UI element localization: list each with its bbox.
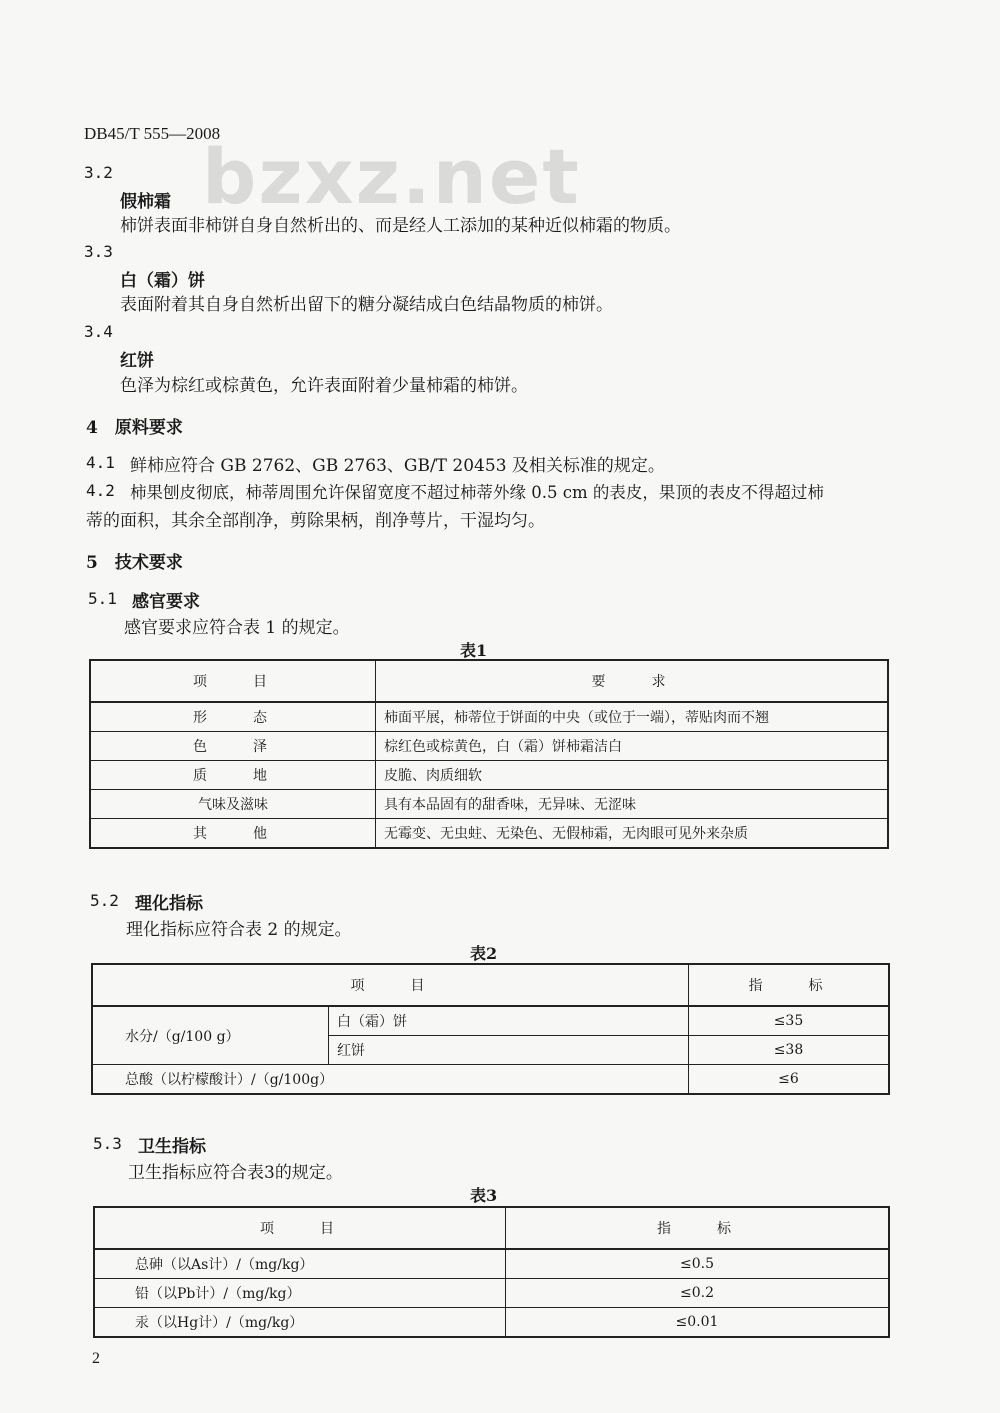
page-number: 2 [92,1350,100,1367]
table-1 [89,659,889,849]
table-row [90,702,888,732]
table-caption: 表2 [470,944,498,963]
table-row [90,761,888,790]
table-header: 项 目 [94,1207,506,1249]
table-cell: 色 泽 [90,732,376,761]
clause-text: 理化指标应符合表 2 的规定。 [126,920,352,940]
moisture-label: 水分/（g/100 g） [92,1006,329,1065]
table-cell: ≤38 [688,1036,889,1065]
clause-title: 卫生指标 [138,1137,206,1157]
clause-number: 4.2 [86,481,115,500]
table-row [90,819,888,849]
table-header: 指 标 [506,1207,890,1249]
table-caption: 表1 [460,641,488,660]
term-title: 红饼 [120,351,154,371]
clause-number: 5.1 [88,589,117,608]
table-row [90,790,888,819]
clause-number: 5.3 [93,1134,122,1153]
term-number: 3.2 [84,163,113,182]
table-3 [93,1206,890,1338]
table-row [94,1279,889,1308]
section-heading: 5 技术要求 [86,553,183,573]
clause-number: 4.1 [86,453,115,472]
table-cell: 白（霜）饼 [329,1006,689,1036]
term-description: 色泽为棕红或棕黄色，允许表面附着少量柿霜的柿饼。 [120,376,528,396]
table-cell: ≤35 [688,1006,889,1036]
table-cell: 皮脆、肉质细软 [376,761,889,790]
section-heading: 4 原料要求 [86,418,183,438]
table-cell: 红饼 [329,1036,689,1065]
term-title: 假柿霜 [120,192,171,212]
table-header: 指 标 [688,964,889,1006]
table-cell: 无霉变、无虫蛀、无染色、无假柿霜，无肉眼可见外来杂质 [376,819,889,849]
term-number: 3.3 [84,242,113,261]
term-title: 白（霜）饼 [120,271,205,291]
term-number: 3.4 [84,322,113,341]
clause-title: 理化指标 [135,894,203,914]
table-header: 项 目 [92,964,688,1006]
table-cell: 总砷（以As计）/（mg/kg） [94,1249,506,1279]
table-row [94,1308,889,1338]
table-cell: 气味及滋味 [90,790,376,819]
term-description: 柿饼表面非柿饼自身自然析出的、而是经人工添加的某种近似柿霜的物质。 [120,216,681,236]
table-cell: 具有本品固有的甜香味，无异味、无涩味 [376,790,889,819]
table-2 [91,963,890,1095]
table-caption: 表3 [470,1186,498,1205]
clause-text: 感官要求应符合表 1 的规定。 [124,618,350,638]
table-cell: 棕红色或棕黄色，白（霜）饼柿霜洁白 [376,732,889,761]
table-row [92,1065,889,1095]
table-cell: ≤0.2 [506,1279,890,1308]
table-row [90,732,888,761]
table-cell: ≤0.01 [506,1308,890,1338]
clause-number: 5.2 [90,891,119,910]
clause-text: 卫生指标应符合表3的规定。 [128,1163,343,1183]
term-description: 表面附着其自身自然析出留下的糖分凝结成白色结晶物质的柿饼。 [120,295,613,315]
table-cell: 总酸（以柠檬酸计）/（g/100g） [92,1065,688,1095]
document-code: DB45/T 555—2008 [84,124,221,143]
table-header: 项 目 [90,660,376,702]
table-cell: 质 地 [90,761,376,790]
clause-text-continued: 蒂的面积，其余全部削净，剪除果柄，削净萼片，干湿均匀。 [86,511,545,531]
table-cell: 汞（以Hg计）/（mg/kg） [94,1308,506,1338]
clause-text: 柿果刨皮彻底，柿蒂周围允许保留宽度不超过柿蒂外缘 0.5 cm 的表皮，果顶的表皮不得超过柿 [130,483,824,502]
table-cell: 柿面平展，柿蒂位于饼面的中央（或位于一端），蒂贴肉而不翘 [376,702,889,732]
clause-title: 感官要求 [132,592,200,612]
clause-text: 鲜柿应符合 GB 2762、GB 2763、GB/T 20453 及相关标准的规定。 [130,456,665,476]
table-cell: 形 态 [90,702,376,732]
table-cell: ≤0.5 [506,1249,890,1279]
table-header: 要 求 [376,660,889,702]
table-row [92,1006,889,1036]
table-cell: ≤6 [688,1065,889,1095]
table-row [94,1249,889,1279]
table-cell: 其 他 [90,819,376,849]
watermark: bzxz.net [202,132,581,221]
table-cell: 铅（以Pb计）/（mg/kg） [94,1279,506,1308]
